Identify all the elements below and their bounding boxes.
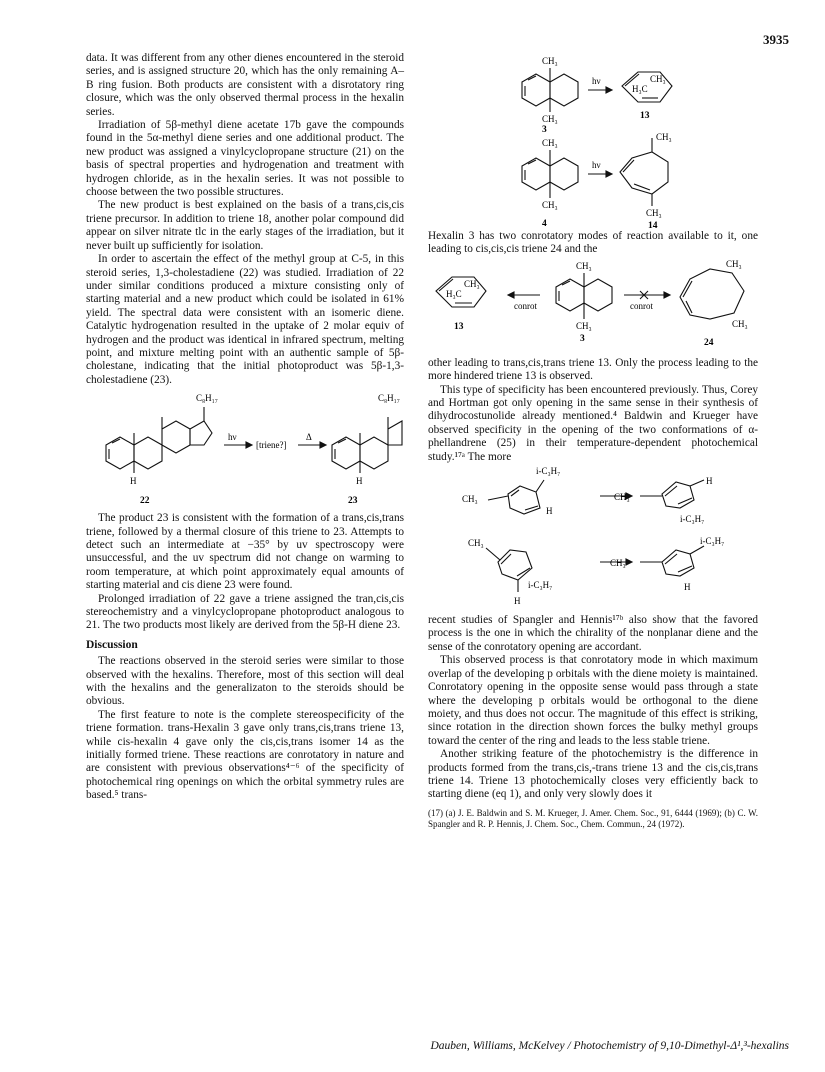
scheme-3-to-13	[428, 52, 758, 132]
compound-label: 13	[640, 111, 650, 121]
paragraph: Hexalin 3 has two conrotatory modes of reaction available to it, one leading to cis,cis,cis triene 24 and the	[428, 230, 758, 256]
conrot-label: conrot	[630, 300, 653, 311]
page-number: 3935	[763, 32, 789, 47]
ch3-label: CH₃	[650, 74, 666, 84]
scheme-22-to-23	[86, 387, 404, 512]
compound-label: 3	[580, 333, 585, 344]
right-column	[428, 52, 758, 830]
paragraph: other leading to trans,cis,trans triene 13. Only the process leading to the more hindered triene 13 is observed.	[428, 356, 758, 383]
hv-label: hν	[592, 76, 601, 86]
ch3-label: CH₃	[614, 492, 630, 503]
footnote: (17) (a) J. E. Baldwin and S. M. Krueger, J. Amer. Chem. Soc., 91, 6444 (1969); (b) C. W. Spangler and R. P. Hennis, J. Chem. Soc., Chem. Commun., 24 (1972).	[428, 807, 758, 829]
compound-label: 24	[704, 337, 714, 348]
h-label: H	[546, 506, 553, 517]
h3c-label: H₃C	[446, 288, 462, 299]
ch3-label: CH₃	[464, 278, 480, 289]
ch3-label: CH₃	[576, 320, 592, 331]
triene-label: [triene?]	[256, 440, 287, 451]
paragraph: Prolonged irradiation of 22 gave a triene assigned the tran,cis,cis stereochemistry and a vinylcyclopropane photoproduct analogous to 21. The two products most likely are derived from the 5β-H diene 23.	[86, 592, 404, 632]
paragraph: The new product is best explained on the basis of a trans,cis,cis triene precursor. In addition to triene 18, another polar compound did appear on silver nitrate tlc in the early stages of the irradiation, but it never built up sufficiently for isolation.	[86, 199, 404, 252]
scheme-conrot	[428, 257, 758, 357]
compound-label: 3	[542, 125, 547, 132]
c8h17-label: C₈H₁₇	[196, 393, 218, 404]
h-label: H	[706, 476, 713, 487]
c8h17-label: C₈H₁₇	[378, 393, 400, 404]
ch3-label: CH₃	[656, 132, 672, 142]
h-label: H	[514, 596, 521, 607]
h-label: H	[684, 582, 691, 593]
isopropyl-label: i-C₃H₇	[680, 514, 705, 525]
scheme-phellandrene	[428, 464, 758, 614]
compound-label: 22	[140, 496, 150, 507]
paragraph: This type of specificity has been encountered previously. Thus, Corey and Hortman got only opening in the same sense in their synthesis of dihydrocostunolide already mentioned.⁴ Baldwin and Krueger have observed specificity in the opening of the two conformations of α-phellandrene (25) in their temperature-dependent photochemical study.¹⁷ᵃ The more	[428, 383, 758, 463]
paragraph: recent studies of Spangler and Hennis¹⁷ᵇ also show that the favored process is the one in which the chirality of the nonplanar diene and the sense of the conrotatory opening are accordant.	[428, 614, 758, 653]
ch3-label: CH₃	[732, 318, 748, 329]
paragraph: The first feature to note is the complete stereospecificity of the triene formation. trans-Hexalin 3 gave only trans,cis,trans triene 13, while cis-hexalin 4 gave only the cis,cis,trans isomer 14 as the initially formed triene. These reactions are conrotatory in nature and are consistent with previous observations⁴⁻⁶ of the specificity of photochemical ring openings on which the orbital symmetry rules are based.⁵ trans-	[86, 708, 404, 802]
compound-label: 23	[348, 496, 358, 507]
ch3-label: CH₃	[542, 114, 558, 124]
running-footer: Dauben, Williams, McKelvey / Photochemistry of 9,10-Dimethyl-Δ¹,³-hexalins	[430, 1040, 789, 1052]
compound-label: 4	[542, 219, 547, 229]
scheme-4-to-14	[428, 132, 758, 230]
conrot-label: conrot	[514, 300, 537, 311]
hv-label: hν	[592, 160, 601, 170]
ch3-label: CH₃	[726, 258, 742, 269]
h-label: H	[130, 476, 137, 487]
paragraph: Irradiation of 5β-methyl diene acetate 17b gave the compounds found in the 5α-methyl diene series and one additional product. The new product was assigned a vinylcyclopropane structure (21) on the basis of spectral properties and hydrogenation and treatment with hydrogen chloride, as in the hexalin series. It was not possible to choose between the two possible structures.	[86, 119, 404, 199]
paragraph: In order to ascertain the effect of the methyl group at C-5, in this steroid series, 1,3-cholestadiene (22) was studied. Irradiation of 22 under similar conditions produced a mixture consisting only of starting material and a new product which could be isolated in 61% yield. The spectral data were consistent with an isomeric diene. Catalytic hydrogenation resulted in the uptake of 2 molar equiv of hydrogen and the product was identical in infrared spectrum, melting point, and mixture melting point with an authentic sample of 5β-cholestane, indicating that the initial photoproduct was 5β-1,3-cholestadiene (23).	[86, 253, 404, 386]
paragraph: data. It was different from any other dienes encountered in the steroid series, and is assigned structure 20, which has the only remaining A–B ring fusion. Both products are consistent with a disrotatory ring closure, which was the only observed thermal process in the hexalin series.	[86, 52, 404, 118]
isopropyl-label: i-C₃H₇	[700, 536, 725, 547]
compound-label: 14	[648, 221, 658, 230]
ch3-label: CH₃	[462, 494, 478, 505]
ch3-label: CH₃	[542, 138, 558, 148]
ch3-label: CH₃	[468, 538, 484, 549]
ch3-label: CH₃	[542, 200, 558, 210]
h3c-label: H₃C	[632, 84, 648, 94]
hv-label: hν	[228, 432, 237, 443]
isopropyl-label: i-C₃H₇	[528, 580, 553, 591]
section-heading: Discussion	[86, 638, 138, 651]
ch3-label: CH₃	[646, 208, 662, 218]
ch3-label: CH₃	[610, 558, 626, 569]
paragraph: This observed process is that conrotatory mode in which maximum overlap of the developing p orbitals with the diene moiety is maintained. Conrotatory opening in the opposite sense would pass through a state where the developing p orbitals would be orthogonal to the diene moiety, and thus does not occur. The magnitude of this effect is striking, since rotation in the direction shown forces the bulky methyl groups toward the center of the ring and leads to the less stable triene.	[428, 654, 758, 747]
ch3-label: CH₃	[542, 56, 558, 66]
left-column	[86, 52, 404, 803]
h-label: H	[356, 476, 363, 487]
compound-label: 13	[454, 321, 464, 332]
isopropyl-label: i-C₃H₇	[536, 466, 561, 477]
ch3-label: CH₃	[576, 260, 592, 271]
paragraph: The product 23 is consistent with the formation of a trans,cis,trans triene, followed by a thermal closure of this triene to 23. Attempts to detect such an intermediate at −35° by uv spectroscopy were unsuccessful, and the uv spectrum did not change on warming to room temperature, at which point approximately equal amounts of starting material and cis diene 23 were found.	[86, 512, 404, 592]
delta-label: Δ	[306, 432, 312, 443]
paragraph: The reactions observed in the steroid series were similar to those observed with the hexalins. Therefore, most of this section will deal with the hexalins and the generalizaton to the steroids should be obvious.	[86, 655, 404, 708]
paragraph: Another striking feature of the photochemistry is the difference in products formed from the trans,cis,-trans triene 13 and the cis,cis,trans triene 14. Triene 13 photochemically closes very efficiently back to starting diene (eq 1), and only very slowly does it	[428, 748, 758, 801]
